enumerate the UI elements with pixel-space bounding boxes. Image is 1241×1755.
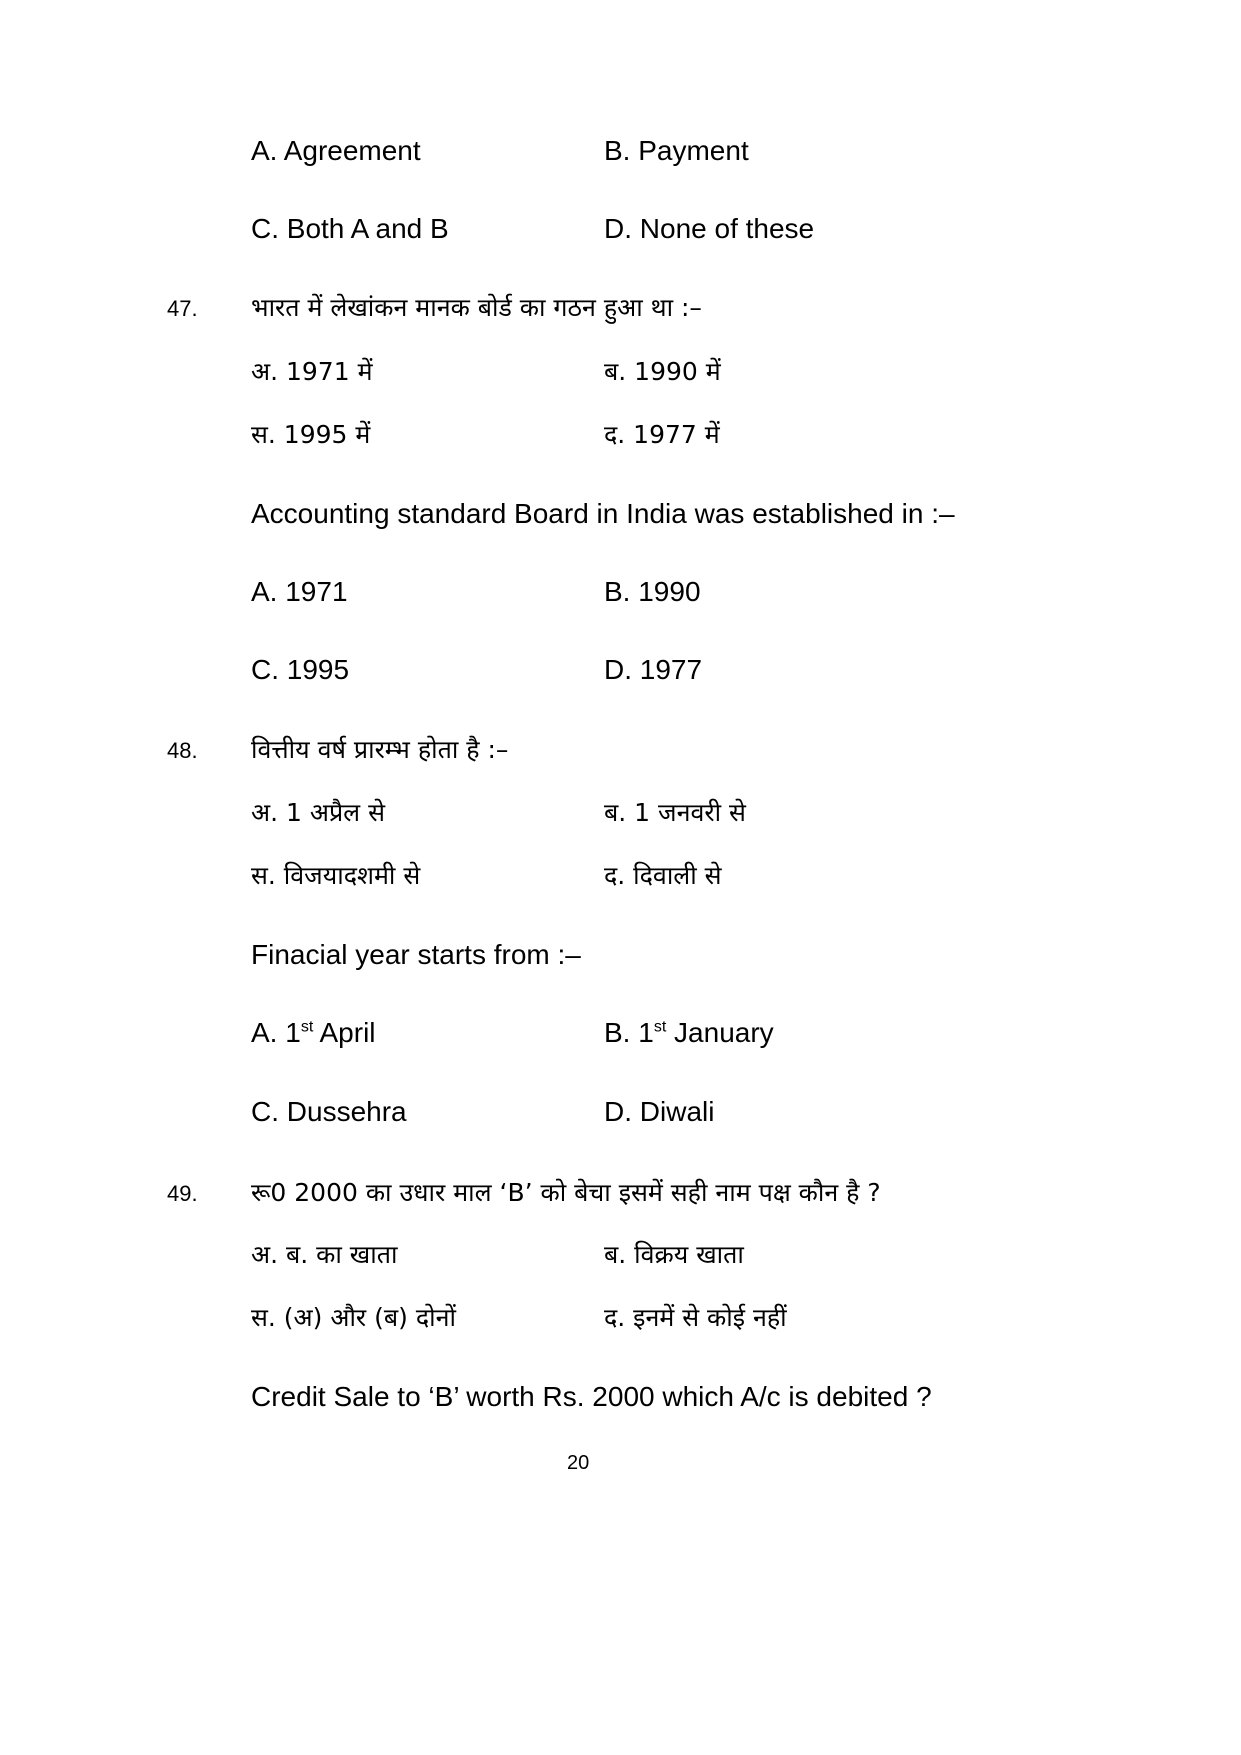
question-text-english: Accounting standard Board in India was established in :–	[251, 498, 955, 529]
option-c-hindi: स. 1995 में	[251, 420, 371, 449]
option-d: D. None of these	[604, 213, 815, 244]
option-a-suffix: April	[313, 1017, 376, 1048]
option-c-hindi: स. विजयादशमी से	[251, 861, 421, 890]
ordinal-suffix: st	[300, 1018, 314, 1036]
option-c: C. Dussehra	[251, 1096, 407, 1127]
option-d: D. 1977	[604, 654, 703, 685]
option-a: A. 1971	[251, 576, 348, 607]
option-b: B. Payment	[604, 135, 749, 166]
option-a: A. Agreement	[251, 135, 421, 166]
option-b-prefix: B. 1	[604, 1017, 654, 1048]
ordinal-suffix: st	[653, 1018, 667, 1036]
option-a-prefix: A. 1	[251, 1017, 301, 1048]
question-text-english: Finacial year starts from :–	[251, 939, 581, 970]
option-b: B. 1990	[604, 576, 701, 607]
option-a-hindi: अ. 1971 में	[251, 357, 373, 386]
option-b-hindi: ब. 1990 में	[604, 357, 721, 386]
option-d-hindi: द. दिवाली से	[604, 861, 722, 890]
option-d-hindi: द. 1977 में	[604, 420, 720, 449]
option-b-hindi: ब. 1 जनवरी से	[604, 798, 746, 827]
option-c-hindi: स. (अ) और (ब) दोनों	[251, 1303, 456, 1332]
question-number: 49.	[167, 1181, 198, 1206]
option-b-suffix: January	[666, 1017, 774, 1048]
question-text-english: Credit Sale to ‘B’ worth Rs. 2000 which A/c is debited ?	[251, 1381, 932, 1412]
question-text-hindi: वित्तीय वर्ष प्रारम्भ होता है :–	[251, 735, 509, 764]
option-a-hindi: अ. ब. का खाता	[251, 1240, 398, 1269]
option-d: D. Diwali	[604, 1096, 715, 1127]
question-text-hindi: रू0 2000 का उधार माल ‘B’ को बेचा इसमें सही नाम पक्ष कौन है ?	[251, 1178, 881, 1207]
page-number: 20	[567, 1452, 590, 1474]
option-c: C. Both A and B	[251, 213, 449, 244]
question-number: 47.	[167, 296, 198, 321]
option-c: C. 1995	[251, 654, 350, 685]
option-a-hindi: अ. 1 अप्रैल से	[251, 798, 385, 827]
option-b-hindi: ब. विक्रय खाता	[604, 1240, 744, 1269]
option-b	[604, 1017, 774, 1049]
option-d-hindi: द. इनमें से कोई नहीं	[604, 1303, 787, 1332]
question-text-hindi: भारत में लेखांकन मानक बोर्ड का गठन हुआ था :–	[251, 293, 702, 322]
option-a	[251, 1017, 376, 1049]
question-number: 48.	[167, 738, 198, 763]
